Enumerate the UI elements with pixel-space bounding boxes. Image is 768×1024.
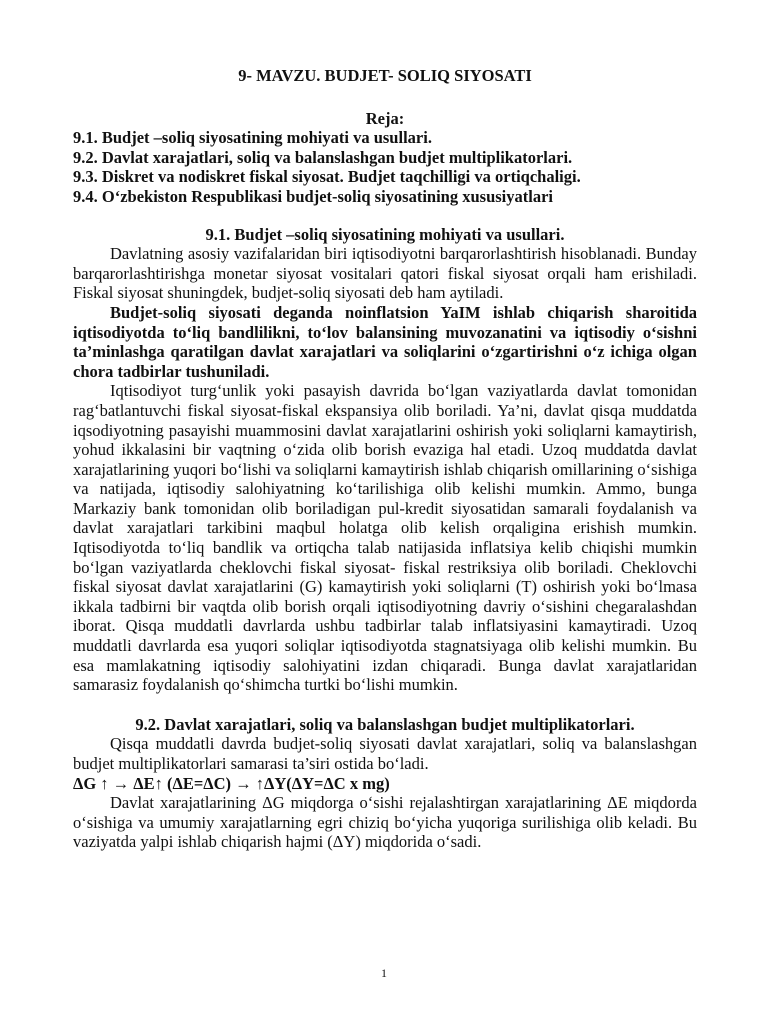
plan-item: 9.1. Budjet –soliq siyosatining mohiyati va usullari. xyxy=(73,128,432,148)
paragraph: Qisqa muddatli davrda budjet-soliq siyosati davlat xarajatlari, soliq va balanslashgan budjet multiplikatorlari samarasi ta’siri ostida bo‘ladi. xyxy=(73,734,697,773)
document-body xyxy=(73,66,697,852)
section-heading-9-1: 9.1. Budjet –soliq siyosatining mohiyati va usullari. xyxy=(205,224,565,244)
plan-item: 9.2. Davlat xarajatlari, soliq va balanslashgan budjet multiplikatorlari. xyxy=(73,147,573,167)
page-number: 1 xyxy=(381,966,387,980)
plan-item: 9.4. O‘zbekiston Respublikasi budjet-soliq siyosatining xususiyatlari xyxy=(73,186,553,206)
plan-block xyxy=(73,109,697,207)
plan-item: 9.3. Diskret va nodiskret fiskal siyosat. Budjet taqchilligi va ortiqchaligi. xyxy=(73,167,581,187)
page-title: 9- MAVZU. BUDJET- SOLIQ SIYOSATI xyxy=(238,66,532,85)
definition-paragraph: Budjet-soliq siyosati deganda noinflatsion YaIM ishlab chiqarish sharoitida iqtisodiyotda to‘liq bandlilikni, to‘lov balansining muvozanatini va iqtisodiy o‘sishni ta’minlashga qaratilgan davlat xarajatlari va soliqlarini o‘zgartirishni o‘z ichiga olgan chora tadbirlar tushuniladi. xyxy=(73,302,697,381)
section-heading-9-2: 9.2. Davlat xarajatlari, soliq va balanslashgan budjet multiplikatorlari. xyxy=(135,714,635,734)
paragraph: Davlatning asosiy vazifalaridan biri iqtisodiyotni barqarorlashtirish hisoblanadi. Bunday barqarorlashtirishga monetar siyosat vositalari qatori fiskal siyosat orqali ham erishiladi. Fiskal siyosat shuningdek, budjet-soliq siyosati deb ham aytiladi. xyxy=(73,244,697,303)
paragraph: Davlat xarajatlarining ΔG miqdorga o‘sishi rejalashtirgan xarajatlarining ΔE miqdorda o‘sishiga va umumiy xarajatlarning egri chiziq bo‘yicha yuqoriga surilishiga olib keladi. Bu vaziyatda yalpi ishlab chiqarish hajmi (ΔY) miqdorida o‘sadi. xyxy=(73,793,697,852)
formula: ΔG ↑ → ΔE↑ (ΔE=ΔC) → ↑ΔY(ΔY=ΔC x mg) xyxy=(73,773,390,793)
paragraph: Iqtisodiyot turg‘unlik yoki pasayish davrida bo‘lgan vaziyatlarda davlat tomonidan rag‘batlantuvchi fiskal siyosat-fiskal ekspansiya olib boriladi. Ya’ni, davlat qisqa muddatda iqsodiyotning pasayishi muammosini davlat xarajatlarini oshirish yoki soliqlarni kamaytirish, yohud ikkalasini bir vaqtning o‘zida olib borish evaziga hal etadi. Uzoq muddatda davlat xarajatlarining yuqori bo‘lishi va soliqlarni kamaytirish ishlab chiqarish omillarining o‘sishiga va natijada, iqtisodiy salohiyatning ko‘tarilishiga olib kelishi mumkin. Ammo, bunga Markaziy bank tomonidan olib boriladigan pul-kredit siyosatidan samarali foydalanish va davlat xarajatlari tarkibini maqbul holatga olib kelish orqaligina erishish mumkin. Iqtisodiyotda to‘liq bandlik va ortiqcha talab natijasida inflatsiya kelib chiqishi mumkin bo‘lgan vaziyatlarda cheklovchi fiskal siyosat- fiskal restriksiya olib boriladi. Cheklovchi fiskal siyosat davlat xarajatlarini (G) kamaytirish yoki soliqlarni (T) oshirish yoki bo‘lmasa ikkala tadbirni bir vaqtda olib borish orqali iqtisodiyotning davriy o‘sishini chegaralashdan iborat. Qisqa muddatli davrlarda ushbu tadbirlar talab inflatsiyasini kamaytiradi. Uzoq muddatli davrlarda esa yuqori soliqlar iqtisodiyotda stagnatsiyaga olib kelishi mumkin. Bu esa mamlakatning iqtisodiy salohiyatini izdan chiqaradi. Bunga davlat xarajatlaridan samarasiz foydalanish qo‘shimcha turtki bo‘lishi mumkin. xyxy=(73,381,697,695)
plan-heading: Reja: xyxy=(365,108,405,128)
